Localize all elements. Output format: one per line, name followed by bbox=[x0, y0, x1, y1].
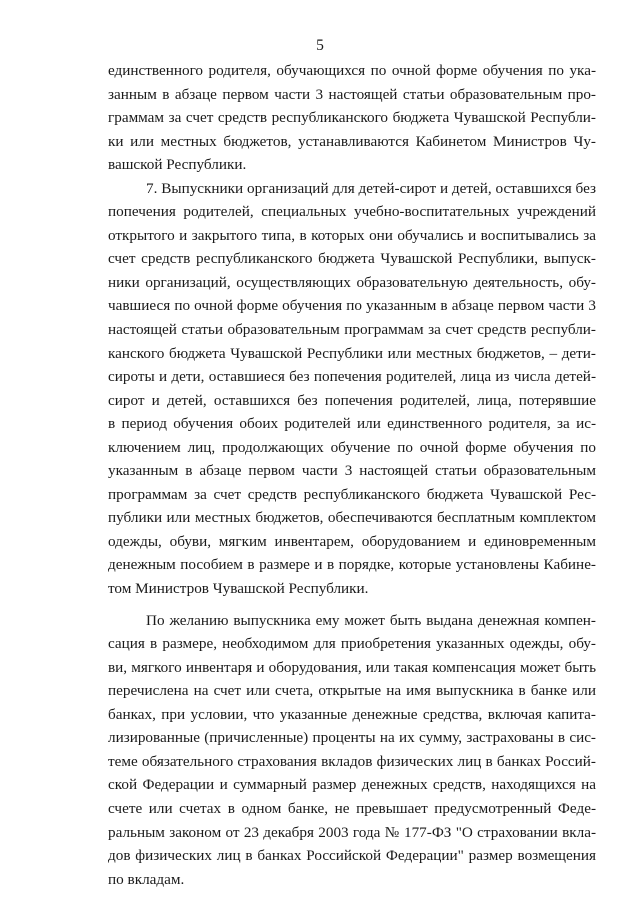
text-line: граммам за счет средств республиканского бюджета Чувашской Республи- bbox=[108, 109, 596, 127]
text-line: ской Федерации и суммарный размер денежных средств, находящихся на bbox=[108, 776, 596, 794]
text-line: попечения родителей, специальных учебно-воспитательных учреждений bbox=[108, 203, 596, 221]
text-line: сироты и дети, оставшиеся без попечения родителей, лица из числа детей- bbox=[108, 368, 596, 386]
text-line: том Министров Чувашской Республики. bbox=[108, 580, 369, 598]
text-line: дов физических лиц в банках Российской Федерации" размер возмещения bbox=[108, 847, 596, 865]
text-line: указанным в абзаце первом части 3 настоящей статьи образовательным bbox=[108, 462, 596, 480]
text-line: теме обязательного страхования вкладов физических лиц в банках Россий- bbox=[108, 752, 596, 770]
text-line: программам за счет средств республиканского бюджета Чувашской Рес- bbox=[108, 485, 596, 503]
text-line: ральным законом от 23 декабря 2003 года № 177-ФЗ "О страховании вкла- bbox=[108, 823, 596, 841]
paragraph-point-7 bbox=[108, 177, 596, 601]
text-line: вашской Республики. bbox=[108, 156, 247, 174]
text-line: сация в размере, необходимом для приобретения указанных одежды, обу- bbox=[108, 635, 596, 653]
text-line: лизированные (причисленные) проценты на их сумму, застрахованы в сис- bbox=[108, 729, 596, 747]
text-line: По желанию выпускника ему может быть выдана денежная компен- bbox=[146, 611, 596, 629]
text-line: банках, при условии, что указанные денежные средства, включая капита- bbox=[108, 705, 596, 723]
text-line: денежным пособием в размере и в порядке, которые установлены Кабине- bbox=[108, 556, 596, 574]
text-line: в период обучения обоих родителей или единственного родителя, за ис- bbox=[108, 415, 596, 433]
text-line: единственного родителя, обучающихся по очной форме обучения по ука- bbox=[108, 62, 596, 79]
text-line: одежды, обуви, мягким инвентарем, оборудованием и единовременным bbox=[108, 532, 596, 550]
text-line: настоящей статьи образовательным программам за счет средств республи- bbox=[108, 321, 596, 339]
paragraph-continuation bbox=[108, 59, 596, 177]
text-line: ники организаций, осуществляющих образовательную деятельность, обу- bbox=[108, 273, 596, 291]
text-line: ки или местных бюджетов, устанавливаются Кабинетом Министров Чу- bbox=[108, 132, 596, 150]
text-line: открытого и закрытого типа, в которых они обучались и воспитывались за bbox=[108, 226, 596, 244]
text-line: ви, мягкого инвентаря и оборудования, или такая компенсация может быть bbox=[108, 658, 596, 676]
text-line: публики или местных бюджетов, обеспечиваются бесплатным комплектом bbox=[108, 509, 596, 527]
text-line: перечислена на счет или счета, открытые на имя выпускника в банке или bbox=[108, 682, 596, 700]
page-number: 5 bbox=[316, 37, 324, 54]
paragraph-gap bbox=[108, 601, 596, 609]
text-line: чавшиеся по очной форме обучения по указанным в абзаце первом части 3 bbox=[108, 297, 596, 315]
document-body bbox=[108, 59, 596, 891]
text-line: счете или счетах в одном банке, не превышает предусмотренный Феде- bbox=[108, 799, 596, 817]
text-line: счет средств республиканского бюджета Чувашской Республики, выпуск- bbox=[108, 250, 596, 268]
paragraph-compensation bbox=[108, 609, 596, 892]
text-line: 7. Выпускники организаций для детей-сирот и детей, оставшихся без bbox=[146, 179, 596, 197]
text-line: ключением лиц, продолжающих обучение по очной форме обучения по bbox=[108, 438, 596, 456]
text-line: занным в абзаце первом части 3 настоящей статьи образовательным про- bbox=[108, 85, 596, 103]
text-line: по вкладам. bbox=[108, 870, 185, 888]
text-line: сирот и детей, оставшихся без попечения родителей, лица, потерявшие bbox=[108, 391, 596, 409]
text-line: канского бюджета Чувашской Республики или местных бюджетов, – дети- bbox=[108, 344, 596, 362]
